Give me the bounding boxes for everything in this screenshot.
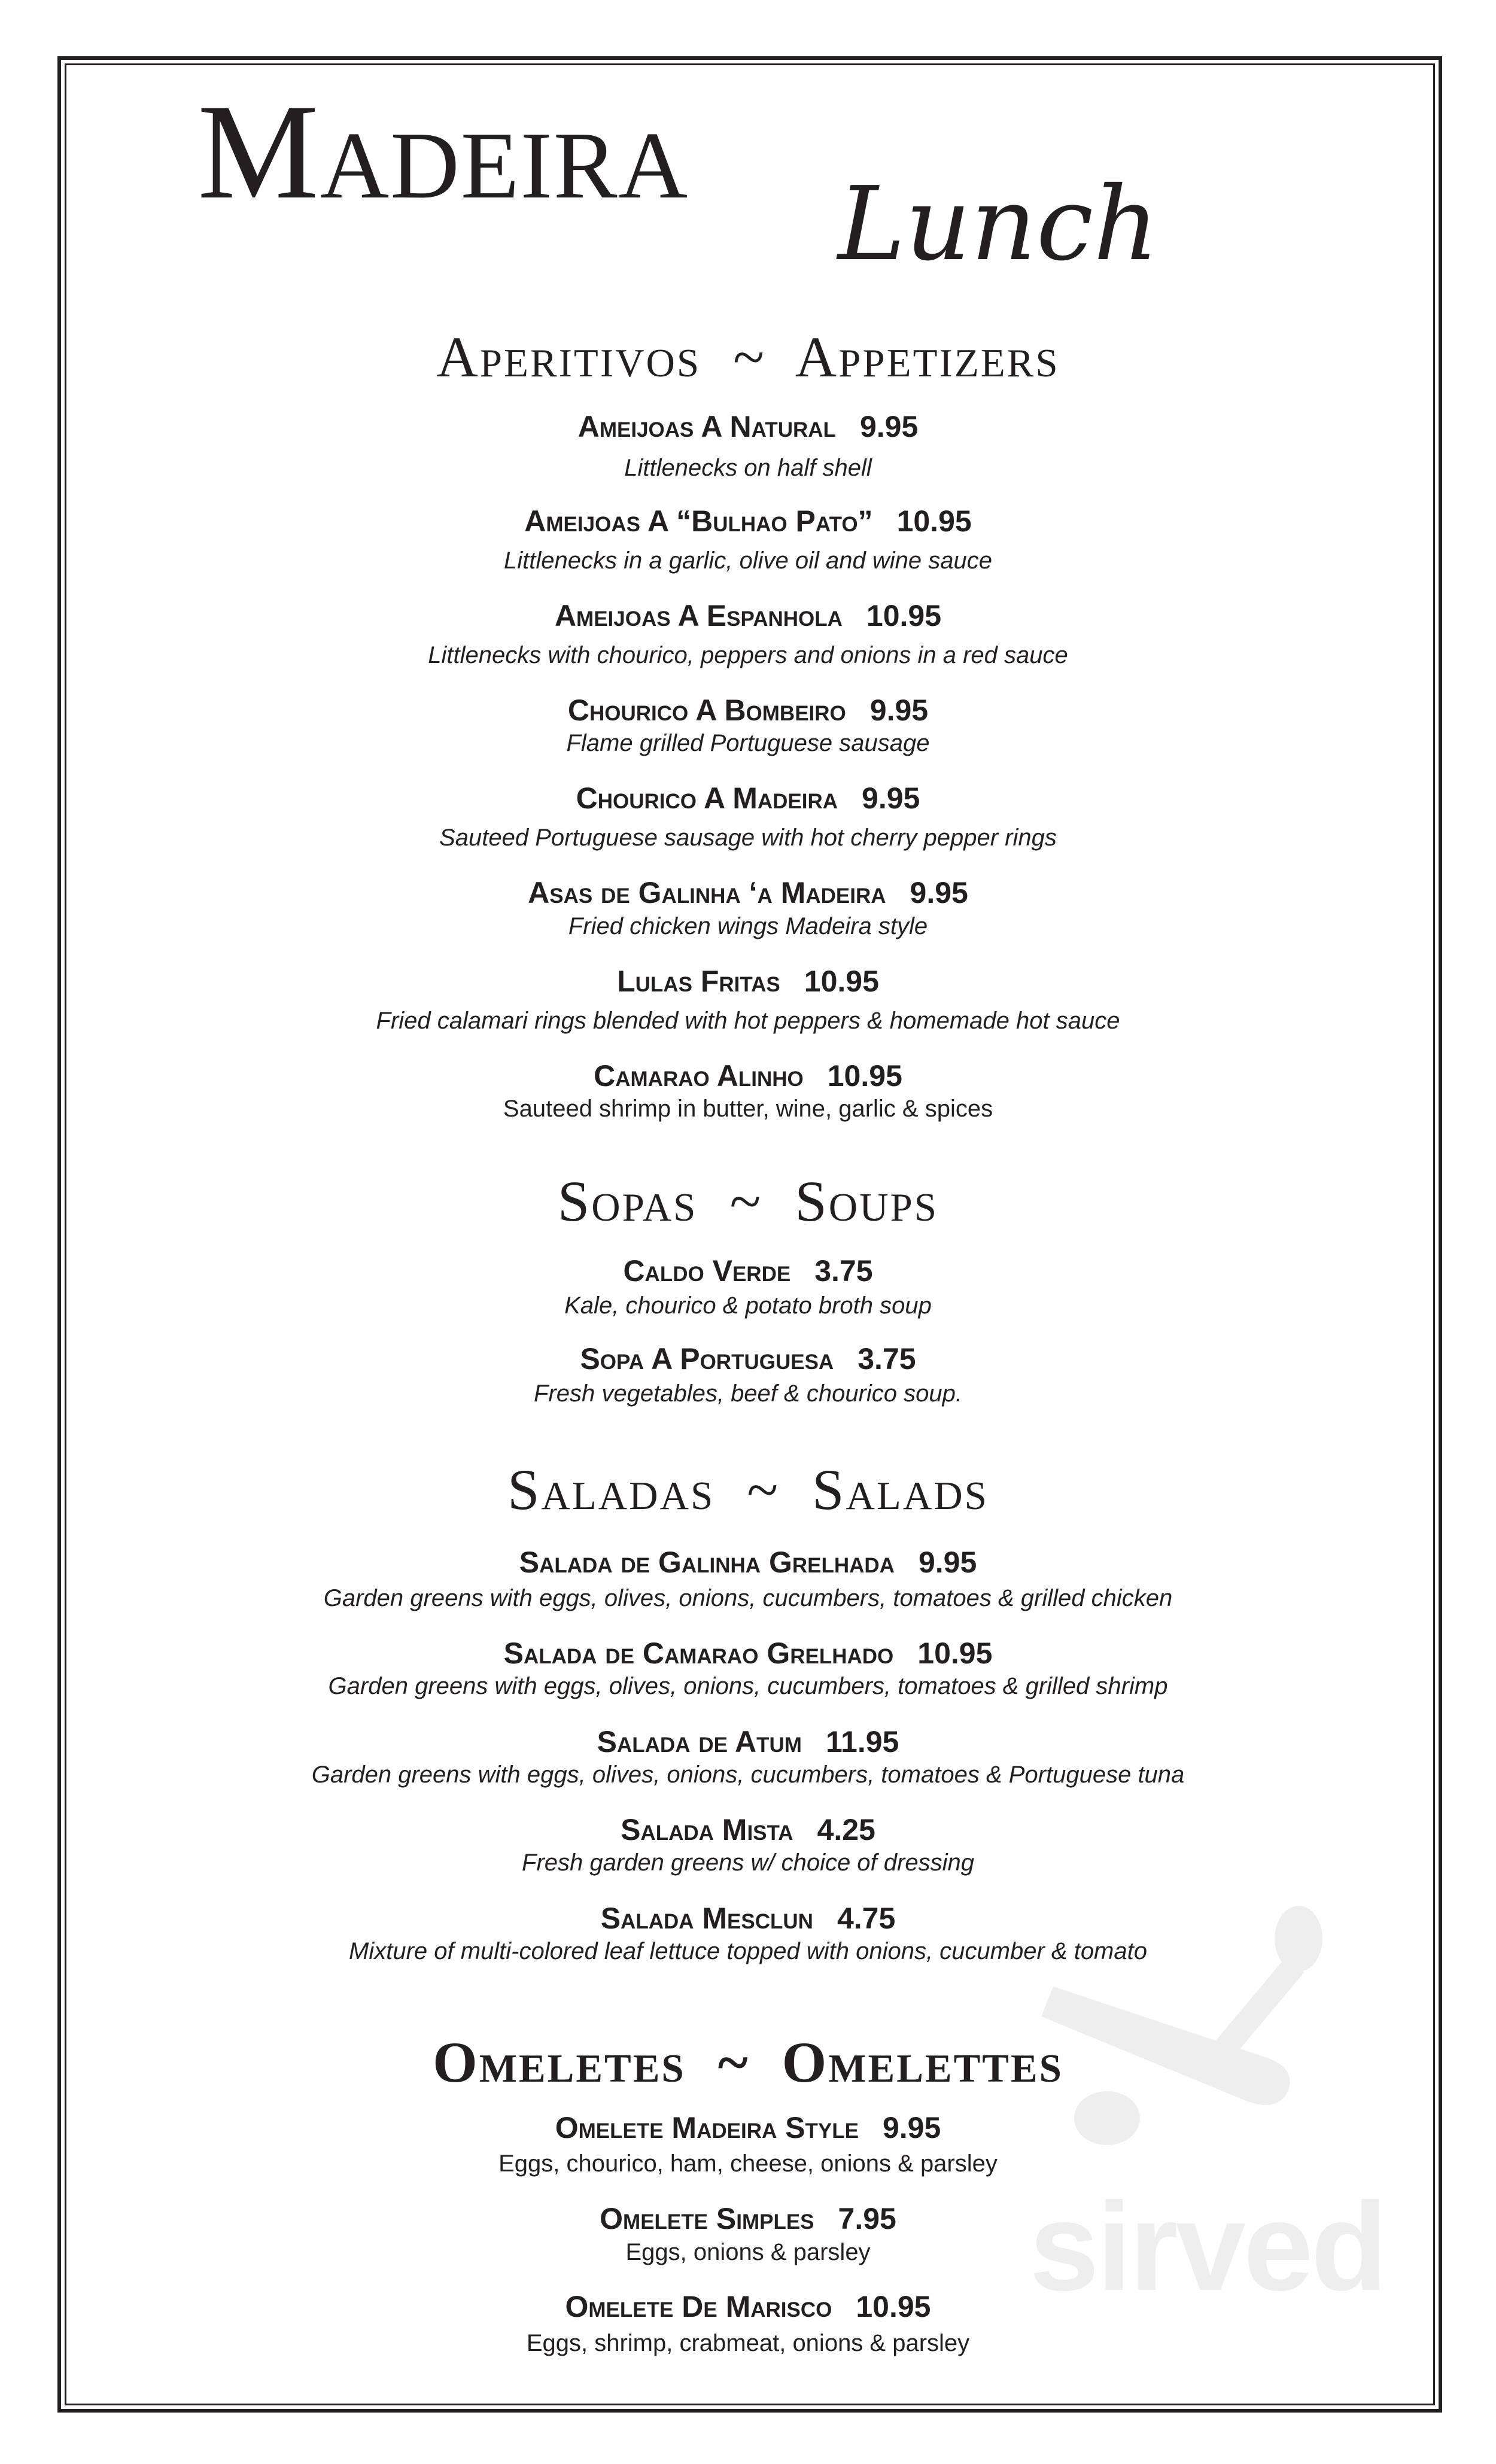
- item-price: 4.75: [837, 1902, 896, 1935]
- item-description: Eggs, shrimp, crabmeat, onions & parsley: [526, 2330, 970, 2356]
- section-header: Saladas ~ Salads: [507, 1458, 989, 1522]
- item-price: 9.95: [859, 410, 919, 443]
- item-name: Salada de Camarao Grelhado: [503, 1636, 894, 1670]
- section-header: Aperitivos ~ Appetizers: [436, 325, 1060, 389]
- menu-item-title: [0, 2289, 1496, 2325]
- item-name: Ameijoas A “Bulhao Pato”: [524, 504, 873, 538]
- item-price: 10.95: [917, 1636, 993, 1670]
- item-name: Ameijoas A Espanhola: [554, 599, 843, 632]
- item-name: Asas de Galinha ‘a Madeira: [528, 876, 886, 909]
- item-description: Fresh garden greens w/ choice of dressing: [522, 1849, 974, 1876]
- item-name: Ameijoas A Natural: [577, 410, 836, 443]
- item-price: 10.95: [856, 2290, 931, 2323]
- item-name: Salada Mesclun: [600, 1902, 813, 1935]
- item-price: 9.95: [918, 1546, 977, 1579]
- item-description: Flame grilled Portuguese sausage: [566, 730, 930, 756]
- item-price: 10.95: [827, 1059, 902, 1093]
- menu-item-title: [0, 963, 1496, 999]
- item-description: Eggs, chourico, ham, cheese, onions & parsley: [498, 2150, 998, 2177]
- menu-item-title: [0, 1253, 1496, 1289]
- menu-item-title: [0, 875, 1496, 911]
- item-name: Salada de Atum: [597, 1725, 802, 1759]
- item-description: Fried calamari rings blended with hot peppers & homemade hot sauce: [376, 1008, 1120, 1034]
- restaurant-title: Madeira: [197, 77, 689, 227]
- item-name: Caldo Verde: [623, 1254, 791, 1288]
- menu-item-title: [0, 1812, 1496, 1848]
- section-header: Sopas ~ Soups: [557, 1169, 939, 1233]
- menu-item-title: [0, 1635, 1496, 1671]
- menu-item-title: [0, 1058, 1496, 1094]
- item-description: Littlenecks on half shell: [624, 455, 872, 481]
- menu-subtitle: Lunch: [838, 165, 1159, 284]
- item-name: Omelete Simples: [600, 2202, 814, 2235]
- item-price: 10.95: [896, 504, 972, 538]
- item-name: Salada Mista: [621, 1813, 793, 1847]
- item-price: 3.75: [858, 1342, 916, 1376]
- item-name: Salada de Galinha Grelhada: [519, 1546, 895, 1579]
- item-name: Omelete Madeira Style: [555, 2111, 859, 2144]
- menu-item-title: [0, 503, 1496, 539]
- menu-item-title: [0, 1341, 1496, 1377]
- item-description: Fresh vegetables, beef & chourico soup.: [534, 1380, 962, 1407]
- item-price: 3.75: [814, 1254, 873, 1288]
- item-name: Chourico A Bombeiro: [567, 693, 846, 727]
- item-price: 9.95: [862, 781, 920, 815]
- item-description: Mixture of multi-colored leaf lettuce topped with onions, cucumber & tomato: [349, 1938, 1147, 1964]
- section-header: Omeletes ~ Omelettes: [433, 2030, 1063, 2094]
- menu-item-title: [0, 692, 1496, 728]
- item-price: 10.95: [866, 599, 942, 632]
- item-price: 4.25: [817, 1813, 875, 1847]
- item-price: 10.95: [804, 965, 879, 998]
- item-name: Chourico A Madeira: [576, 781, 838, 815]
- item-description: Garden greens with eggs, olives, onions, cucumbers, tomatoes & grilled shrimp: [328, 1673, 1168, 1699]
- menu-item-title: [0, 1544, 1496, 1580]
- item-price: 9.95: [882, 2111, 941, 2144]
- item-name: Omelete De Marisco: [565, 2290, 832, 2323]
- menu-item-title: [0, 1900, 1496, 1936]
- item-price: 7.95: [838, 2202, 896, 2235]
- item-description: Kale, chourico & potato broth soup: [564, 1292, 932, 1319]
- item-price: 9.95: [910, 876, 968, 909]
- item-description: Eggs, onions & parsley: [625, 2239, 871, 2265]
- menu-item-title: [0, 598, 1496, 634]
- item-description: Sauteed Portuguese sausage with hot cherry pepper rings: [439, 825, 1057, 851]
- item-description: Garden greens with eggs, olives, onions, cucumbers, tomatoes & Portuguese tuna: [311, 1762, 1185, 1788]
- menu-item-title: [0, 2110, 1496, 2146]
- item-name: Camarao Alinho: [594, 1059, 804, 1093]
- sirved-watermark: sirved: [1029, 2176, 1385, 2317]
- item-name: Lulas Fritas: [617, 965, 780, 998]
- item-description: Littlenecks in a garlic, olive oil and wine sauce: [504, 547, 992, 574]
- item-name: Sopa A Portuguesa: [580, 1342, 834, 1376]
- item-price: 9.95: [869, 693, 929, 727]
- item-price: 11.95: [825, 1725, 899, 1759]
- item-description: Sauteed shrimp in butter, wine, garlic & spices: [503, 1096, 993, 1122]
- menu-item-title: [0, 780, 1496, 816]
- menu-item-title: [0, 1724, 1496, 1760]
- item-description: Fried chicken wings Madeira style: [568, 913, 928, 939]
- item-description: Littlenecks with chourico, peppers and onions in a red sauce: [428, 642, 1068, 668]
- menu-item-title: [0, 2201, 1496, 2237]
- menu-item-title: [0, 409, 1496, 445]
- item-description: Garden greens with eggs, olives, onions, cucumbers, tomatoes & grilled chicken: [323, 1585, 1173, 1611]
